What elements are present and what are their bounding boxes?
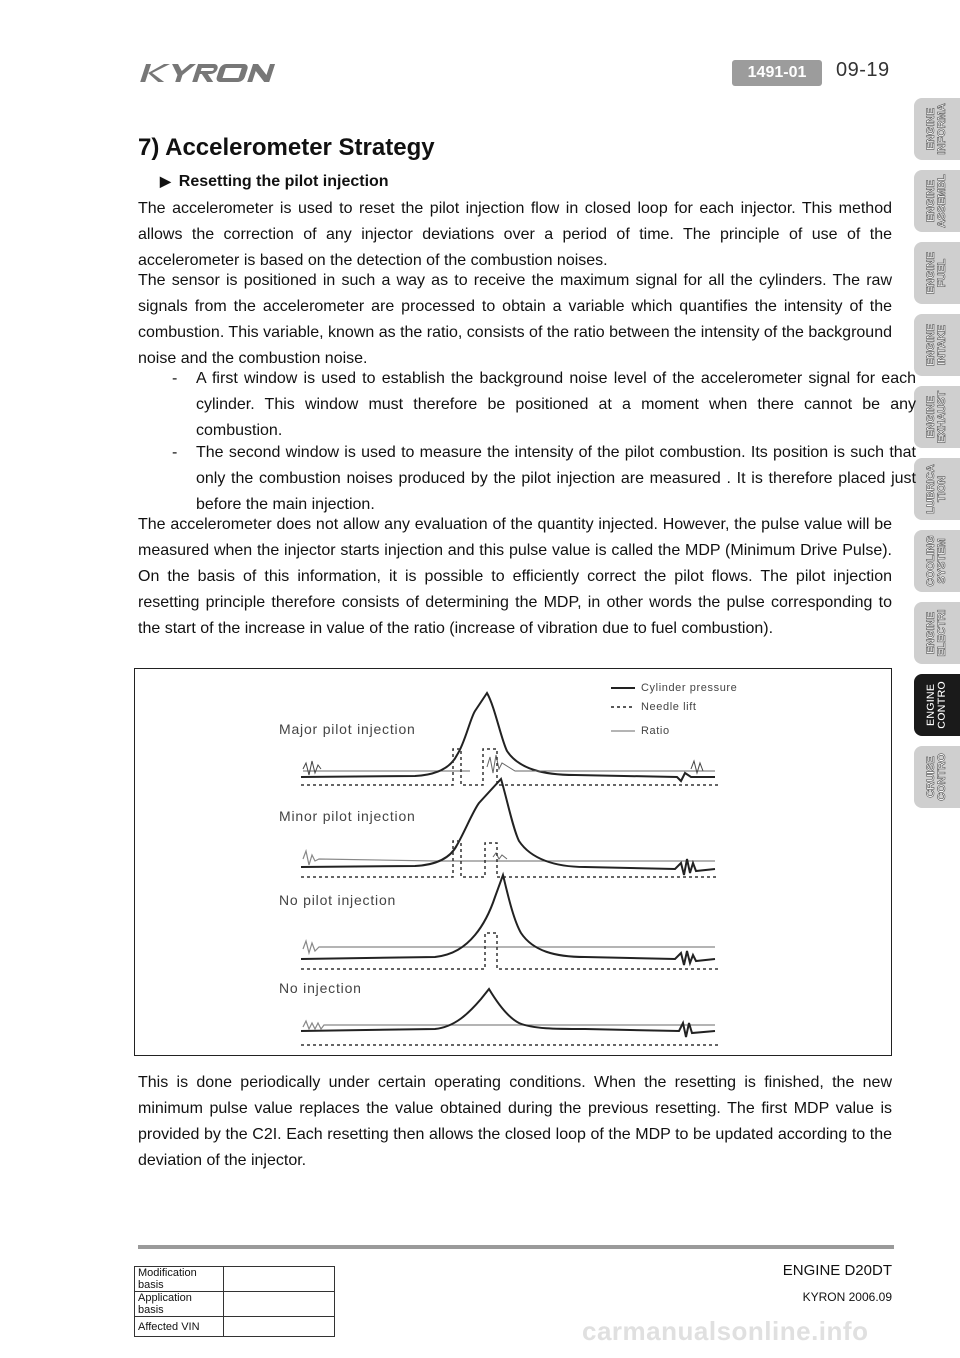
table-cell-value — [224, 1317, 335, 1337]
footer-engine: ENGINE D20DT — [782, 1262, 892, 1279]
tab-line2: ELECTRI — [936, 609, 948, 657]
tab-cooling-system[interactable] — [914, 530, 960, 592]
paragraph-2: The sensor is positioned in such a way as to receive the maximum signal for all the cylinders. The raw signals from the accelerometer are processed to obtain a variable which quantifies the intensity of the combustion. This variable, known as the ratio, consists of the ratio between the intensity of the background noise and the combustion noise. — [138, 272, 892, 367]
legend-ratio: Ratio — [641, 725, 670, 737]
table-cell-label: Affected VIN — [135, 1317, 224, 1337]
tab-line1: LUBRICA — [925, 464, 937, 514]
footer-model: KYRON 2006.09 — [802, 1290, 892, 1304]
tab-engine-electrical[interactable] — [914, 602, 960, 664]
tab-line1: ENGINE — [925, 323, 937, 367]
legend-cylinder-pressure: Cylinder pressure — [641, 682, 738, 694]
tab-engine-intake[interactable] — [914, 314, 960, 376]
tab-engine-information[interactable] — [914, 98, 960, 160]
table-cell-value — [224, 1267, 335, 1292]
table-row — [135, 1317, 335, 1337]
panel-label: No injection — [279, 980, 362, 996]
tab-line2: TION — [936, 475, 948, 503]
table-row — [135, 1292, 335, 1317]
tab-line2: INFORMA — [936, 103, 948, 155]
paragraph-4: This is done periodically under certain operating conditions. When the resetting is finished, the new minimum pulse value replaces the value obtained during the previous resetting. The first MDP value is provided by the C2I. Each resetting then allows the closed loop of the MDP to be updated according to the deviation of the injector. — [138, 1074, 892, 1169]
tab-line2: FUEL — [936, 258, 948, 288]
footer-divider — [138, 1245, 894, 1249]
subheading — [160, 173, 389, 191]
play-arrow-icon: ▶ — [160, 173, 171, 189]
bullet-item — [172, 440, 916, 518]
section-title: 7) Accelerometer Strategy — [138, 134, 435, 161]
paragraph-1: The accelerometer is used to reset the pilot injection flow in closed loop for each injector. This method allows the correction of any injector deviations over a period of time. The principle of use of the accelerometer is based on the detection of the combustion noises. — [138, 200, 892, 269]
tab-engine-control[interactable] — [914, 674, 960, 736]
paragraph-3: The accelerometer does not allow any evaluation of the quantity injected. However, the pulse value will be measured when the injector starts injection and this pulse value is called the MDP (Minimum Drive Pulse). On the basis of this information, it is possible to efficiently correct the pilot flows. The pilot injection resetting principle therefore consists of determining the MDP, in other words the pulse corresponding to the start of the increase in value of the ratio (increase of vibration due to fuel combustion). — [138, 516, 892, 637]
tab-cruise-control[interactable] — [914, 746, 960, 808]
bullet-dash: - — [172, 370, 178, 387]
tab-line1: ENGINE — [925, 107, 937, 151]
basis-table — [134, 1266, 335, 1337]
bullet-dash: - — [172, 444, 178, 461]
watermark: carmanualsonline.info — [582, 1316, 869, 1346]
panel-minor-pilot — [301, 779, 719, 877]
panel-label: Major pilot injection — [279, 721, 416, 737]
bullet-text: The second window is used to measure the intensity of the pilot combustion. Its position is such that only the combustion noises produced by the pilot injection are measured . It is therefore placed just before the main injection. — [196, 444, 916, 513]
kyron-logo-icon — [136, 58, 286, 88]
tab-line2: CONTRO — [936, 753, 948, 801]
tab-line2: ASSEMBL — [936, 174, 948, 228]
tab-line2: EXHAUST — [936, 390, 948, 444]
panel-no-injection — [301, 989, 719, 1045]
tab-line1: ENGINE — [925, 683, 937, 727]
bullet-item — [172, 366, 916, 444]
tab-engine-assembly[interactable] — [914, 170, 960, 232]
tab-lubrication[interactable] — [914, 458, 960, 520]
legend-needle-lift: Needle lift — [641, 701, 697, 713]
tab-line2: SYSTEM — [936, 538, 948, 584]
injection-waveforms — [135, 669, 893, 1057]
page-number: 09-19 — [836, 59, 890, 81]
tab-line2: INTAKE — [936, 324, 948, 366]
brand-logo — [136, 58, 286, 93]
injection-diagram — [134, 668, 892, 1056]
tab-line1: ENGINE — [925, 179, 937, 223]
tab-line1: ENGINE — [925, 395, 937, 439]
tab-line2: CONTRO — [936, 681, 948, 729]
subheading-text: Resetting the pilot injection — [178, 173, 389, 190]
table-cell-label: Modification basis — [135, 1267, 224, 1292]
table-cell-label: Application basis — [135, 1292, 224, 1317]
tab-line1: CRUISE — [925, 756, 937, 798]
tab-line1: ENGINE — [925, 611, 937, 655]
panel-label: No pilot injection — [279, 892, 397, 908]
panel-label: Minor pilot injection — [279, 808, 416, 824]
section-code-badge: 1491-01 — [732, 60, 822, 86]
tab-engine-exhaust[interactable] — [914, 386, 960, 448]
table-cell-value — [224, 1292, 335, 1317]
table-row — [135, 1267, 335, 1292]
tab-line1: COOLING — [925, 535, 937, 587]
tab-engine-fuel[interactable] — [914, 242, 960, 304]
tab-line1: ENGINE — [925, 251, 937, 295]
bullet-text: A first window is used to establish the background noise level of the accelerometer signal for each cylinder. This window must therefore be positioned at a moment when there cannot be any combustion. — [196, 370, 916, 439]
panel-no-pilot — [301, 875, 719, 969]
